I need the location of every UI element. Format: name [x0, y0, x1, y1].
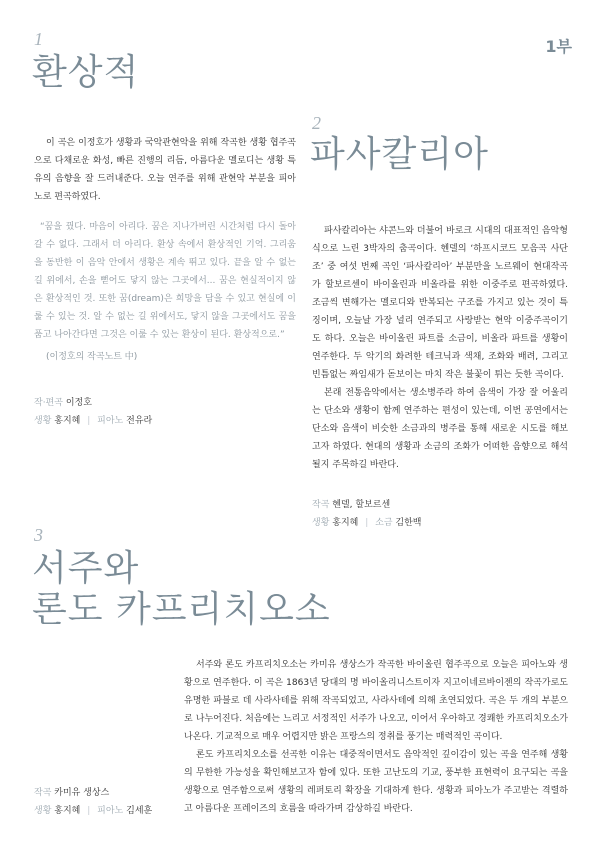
credit-role: 작곡 [312, 500, 330, 510]
credit-name: 홍지혜 [54, 806, 81, 816]
credit-role: 소금 [375, 518, 393, 528]
section-3-title-line: 서주와 [32, 548, 140, 589]
section-2-paragraph: 본래 전통음악에서는 생소병주라 하여 음색이 가장 잘 어울리는 단소와 생황이 함께 연주하는 편성이 있는데, 이번 공연에서는 단소와 음색이 비슷한 소금과의 병주를 통해 새로운 시도를 해보고자 하였다. 현대의 생황과 소금의 조화가 어떠한 음향으로 해석될지 주목하길 바란다. [312, 388, 568, 470]
section-1-quote [34, 218, 296, 366]
quote-source: (이정호의 작곡노트 中) [46, 352, 138, 362]
section-3-title [32, 548, 331, 631]
credit-role: 생황 [34, 416, 52, 426]
credit-line [34, 784, 152, 802]
credit-line [312, 514, 422, 532]
quote-text: “꿈을 꿨다. 마음이 아리다. 꿈은 지나가버린 시간처럼 다시 돌아갈 수 없다. 그래서 더 아리다. 환상 속에서 환상적인 기억. 그리움을 동반한 이 음악 안에서 생황은 계속 뛰고 있다. 끝을 알 수 없는 길 위에서, 손을 뻗어도 닿지 않는 그곳에서... 꿈은 현실적이지 않은 환상적인 것. 또한 꿈(dream)은 희망을 담을 수 있고 현실에 이룰 수 있는 것. 알 수 없는 길 위에서도, 닿지 않을 그곳에서도 꿈을 품고 나아간다면 그것은 이룰 수 있는 환상이 된다. 환상적으로.” [34, 222, 296, 340]
credit-name: 카미유 생상스 [54, 788, 110, 798]
section-3-paragraph: 서주와 론도 카프리치오소는 카미유 생상스가 작곡한 바이올린 협주곡으로 오늘은 피아노와 생황으로 연주한다. 이 곡은 1863년 당대의 명 바이올리니스트이자 지고이네르바이젠의 작곡가로도 유명한 파블로 데 사라사테를 위해 작곡되었고, 사라사테에 의해 초연되었다. 곡은 두 개의 부분으로 나누어진다. 처음에는 느리고 서정적인 서주가 나오고, 이어서 우아하고 경쾌한 카프리치오소가 나온다. 기교적으로 매우 어렵지만 밝은 프랑스의 정취를 풍기는 매력적인 곡이다. [184, 660, 568, 742]
credit-name: 헨델, 할보르센 [332, 500, 391, 510]
credit-name: 홍지혜 [54, 416, 81, 426]
credit-line [34, 802, 152, 820]
credit-name: 전유라 [126, 416, 153, 426]
credit-line [34, 412, 152, 430]
credit-role: 피아노 [97, 806, 124, 816]
credit-separator: | [87, 806, 91, 816]
section-3-number: 3 [34, 525, 43, 545]
section-2-body [312, 222, 568, 474]
credit-name: 이정호 [65, 398, 92, 408]
section-1-body [34, 134, 296, 206]
credit-name: 홍지혜 [332, 518, 359, 528]
credit-separator: | [87, 416, 91, 426]
credit-role: 생황 [312, 518, 330, 528]
credit-name: 김세훈 [126, 806, 153, 816]
section-3-paragraph: 론도 카프리치오소를 선곡한 이유는 대중적이면서도 음악적인 깊이감이 있는 곡을 연주해 생황의 무한한 가능성을 확인해보고자 함에 있다. 또한 고난도의 기교, 풍부한 표현력이 요구되는 곡을 생황으로 연주함으로써 생황의 레퍼토리 확장을 기대하게 한다. 생황과 피아노가 주고받는 격렬하고 아름다운 프레이즈의 흐름을 따라가며 감상하길 바란다. [184, 750, 568, 814]
credit-line [34, 394, 152, 412]
part-label: 1부 [545, 37, 572, 56]
credit-line [312, 496, 422, 514]
section-1-title: 환상적 [32, 52, 140, 93]
section-2-number: 2 [312, 113, 321, 133]
section-1-paragraph: 이 곡은 이정호가 생황과 국악관현악을 위해 작곡한 생황 협주곡으로 다채로운 화성, 빠른 진행의 리듬, 아름다운 멜로디는 생황 특유의 음향을 잘 드러내준다. 오늘 연주를 위해 관현악 부분을 피아노로 편곡하였다. [34, 138, 296, 202]
credit-role: 작·편곡 [34, 398, 63, 408]
section-2-title: 파사칼리아 [310, 134, 489, 175]
section-2-credits [312, 496, 422, 532]
section-1-credits [34, 394, 152, 430]
credit-role: 피아노 [97, 416, 124, 426]
credit-role: 생황 [34, 806, 52, 816]
section-3-title-line: 론도 카프리치오소 [32, 589, 331, 631]
credit-separator: | [365, 518, 369, 528]
credit-name: 김한백 [395, 518, 422, 528]
credit-role: 작곡 [34, 788, 52, 798]
section-1-number: 1 [34, 29, 43, 49]
section-2-paragraph: 파사칼리아는 샤콘느와 더불어 바로크 시대의 대표적인 음악형식으로 느린 3박자의 춤곡이다. 헨델의 ‘하프시코드 모음곡 사단조’ 중 여섯 번째 곡인 ‘파사칼리아’ 부분만을 노르웨이 현대작곡가 할보르센이 바이올린과 비올라를 위한 이중주로 편곡하였다. 조금씩 변해가는 멜로디와 반복되는 구조를 가지고 있는 것이 특징이며, 오늘날 가장 널리 연주되고 사랑받는 현악 이중주곡이기도 하다. 오늘은 바이올린 파트를 소금이, 비올라 파트를 생황이 연주한다. 두 악기의 화려한 테크닉과 색채, 조화와 배려, 그리고 빈틈없는 짜임새가 돋보이는 마치 작은 불꽃이 튀는 듯한 곡이다. [312, 226, 568, 380]
section-3-credits [34, 784, 152, 820]
section-3-body [184, 656, 568, 818]
